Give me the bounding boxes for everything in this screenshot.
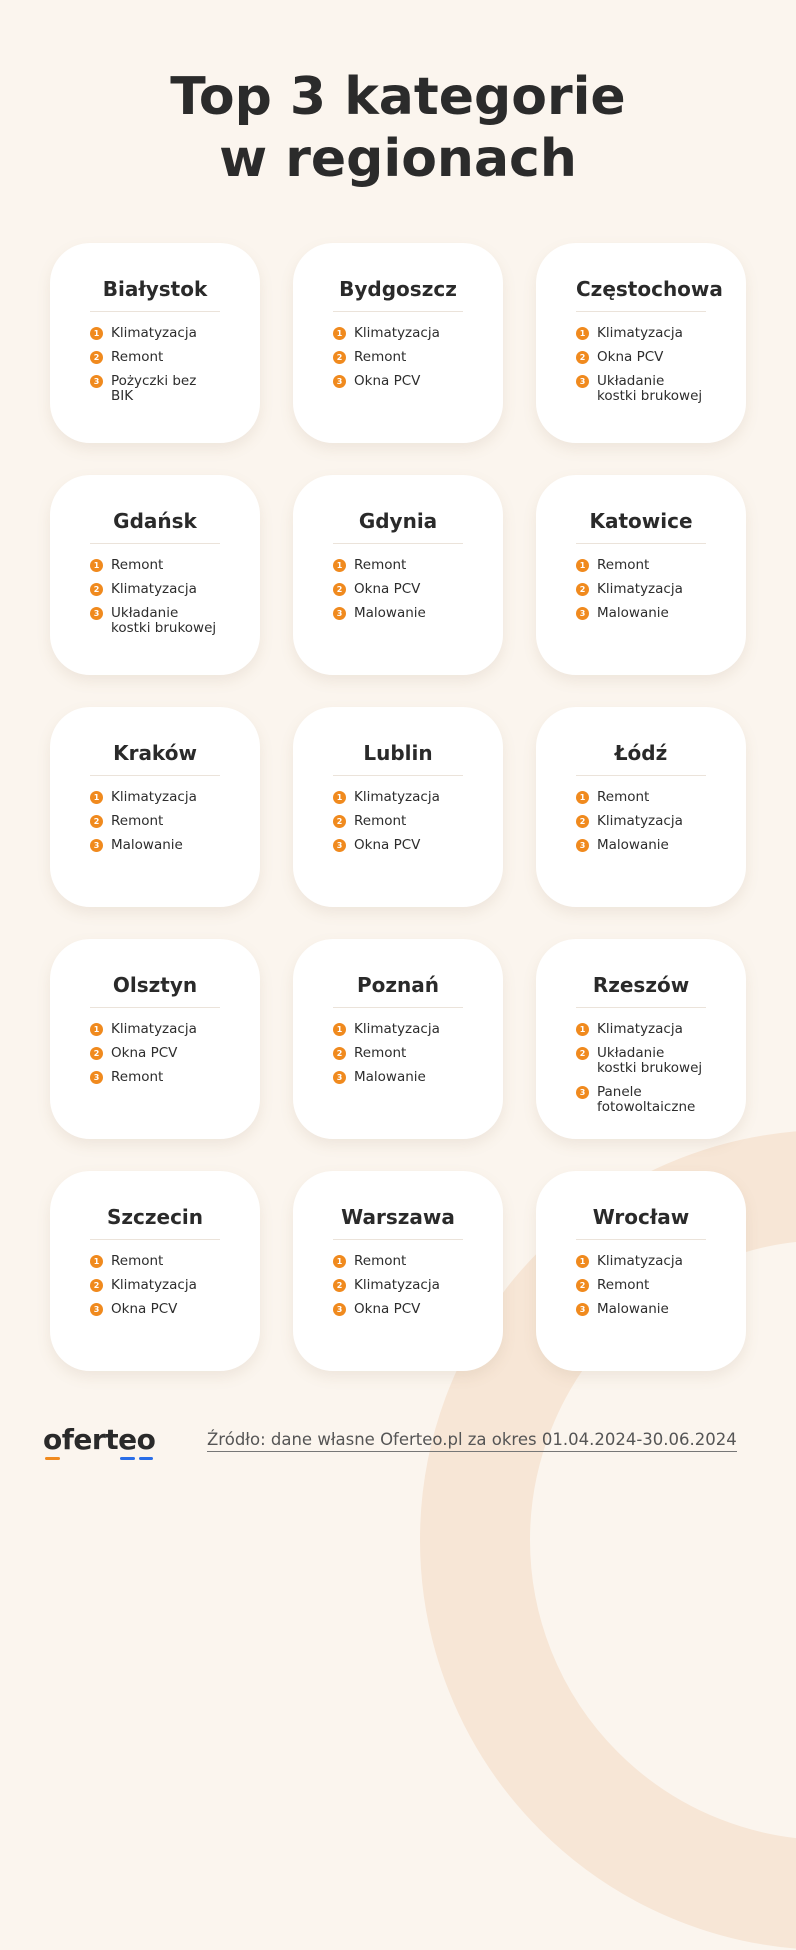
category-label: Remont [111,813,164,829]
category-list [576,790,706,853]
category-label: Układanie kostki brukowej [597,1045,703,1076]
rank-badge-icon: 1 [576,327,589,340]
rank-badge-icon: 1 [90,1023,103,1036]
region-card [536,475,746,675]
category-item [90,1046,220,1061]
category-label: Klimatyzacja [597,813,683,829]
rank-badge-icon: 2 [90,1047,103,1060]
category-item [333,1254,463,1269]
category-label: Remont [354,1045,407,1061]
category-label: Klimatyzacja [597,581,683,597]
category-list [333,326,463,389]
category-item [333,790,463,805]
region-card [50,475,260,675]
category-label: Klimatyzacja [111,1277,197,1293]
category-list [576,558,706,621]
rank-badge-icon: 3 [90,839,103,852]
rank-badge-icon: 1 [333,1023,346,1036]
category-item [576,1254,706,1269]
region-card [293,243,503,443]
region-card [293,1171,503,1371]
region-card [50,243,260,443]
category-label: Klimatyzacja [111,325,197,341]
rank-badge-icon: 3 [90,607,103,620]
rank-badge-icon: 2 [333,583,346,596]
category-label: Klimatyzacja [354,789,440,805]
rank-badge-icon: 1 [90,559,103,572]
region-city-name: Gdynia [333,509,463,544]
rank-badge-icon: 2 [576,815,589,828]
rank-badge-icon: 1 [90,791,103,804]
region-city-name: Łódź [576,741,706,776]
category-item [576,582,706,597]
category-list [90,326,220,404]
category-label: Okna PCV [597,349,664,365]
category-item [576,814,706,829]
rank-badge-icon: 1 [333,791,346,804]
category-label: Układanie kostki brukowej [597,373,703,404]
category-item [333,814,463,829]
category-label: Pożyczki bez BIK [111,373,197,404]
category-item [90,582,220,597]
region-card [536,1171,746,1371]
category-item [576,790,706,805]
category-item [333,606,463,621]
rank-badge-icon: 2 [90,815,103,828]
category-item [333,558,463,573]
category-item [333,582,463,597]
category-item [90,1278,220,1293]
rank-badge-icon: 2 [576,351,589,364]
category-item [333,350,463,365]
region-card [293,475,503,675]
rank-badge-icon: 2 [576,583,589,596]
rank-badge-icon: 1 [576,1023,589,1036]
category-item [576,374,706,404]
rank-badge-icon: 1 [576,1255,589,1268]
page-title [0,66,796,190]
category-list [333,558,463,621]
rank-badge-icon: 3 [333,839,346,852]
category-item [333,1022,463,1037]
rank-badge-icon: 2 [90,1279,103,1292]
category-label: Klimatyzacja [597,1021,683,1037]
category-label: Remont [597,557,650,573]
region-card [50,707,260,907]
category-label: Remont [597,1277,650,1293]
rank-badge-icon: 2 [90,351,103,364]
category-label: Remont [111,557,164,573]
category-list [576,1254,706,1317]
category-label: Remont [354,557,407,573]
region-city-name: Poznań [333,973,463,1008]
region-card [536,243,746,443]
category-item [90,374,220,404]
region-city-name: Kraków [90,741,220,776]
category-item [90,1254,220,1269]
rank-badge-icon: 3 [90,375,103,388]
category-label: Klimatyzacja [354,1021,440,1037]
rank-badge-icon: 3 [90,1071,103,1084]
rank-badge-icon: 3 [576,375,589,388]
category-label: Okna PCV [111,1301,178,1317]
region-city-name: Lublin [333,741,463,776]
rank-badge-icon: 1 [333,559,346,572]
rank-badge-icon: 3 [576,1303,589,1316]
category-item [90,1302,220,1317]
rank-badge-icon: 3 [90,1303,103,1316]
category-item [576,1046,706,1076]
category-label: Panele fotowoltaiczne [597,1084,696,1115]
category-label: Malowanie [597,837,669,853]
category-list [90,790,220,853]
rank-badge-icon: 1 [333,1255,346,1268]
category-label: Okna PCV [354,1301,421,1317]
region-city-name: Rzeszów [576,973,706,1008]
region-city-name: Warszawa [333,1205,463,1240]
title-line-1: Top 3 kategorie [170,67,626,127]
category-item [90,326,220,341]
rank-badge-icon: 2 [333,815,346,828]
category-item [90,350,220,365]
rank-badge-icon: 2 [90,583,103,596]
category-label: Klimatyzacja [111,1021,197,1037]
category-label: Remont [111,1253,164,1269]
rank-badge-icon: 1 [90,1255,103,1268]
category-label: Remont [354,1253,407,1269]
region-city-name: Olsztyn [90,973,220,1008]
rank-badge-icon: 1 [90,327,103,340]
category-item [576,1278,706,1293]
category-item [333,1046,463,1061]
rank-badge-icon: 2 [333,1279,346,1292]
category-label: Remont [111,349,164,365]
source-note: Źródło: dane własne Oferteo.pl za okres 01.04.2024-30.06.2024 [207,1430,737,1452]
rank-badge-icon: 1 [576,791,589,804]
category-label: Malowanie [111,837,183,853]
category-item [576,1085,706,1115]
category-list [90,558,220,636]
category-item [90,558,220,573]
category-label: Układanie kostki brukowej [111,605,217,636]
category-label: Malowanie [597,1301,669,1317]
category-list [333,1022,463,1085]
category-item [576,838,706,853]
category-label: Okna PCV [111,1045,178,1061]
rank-badge-icon: 1 [333,327,346,340]
rank-badge-icon: 1 [576,559,589,572]
region-card [50,1171,260,1371]
region-city-name: Wrocław [576,1205,706,1240]
category-list [576,1022,706,1115]
category-label: Malowanie [597,605,669,621]
rank-badge-icon: 3 [576,1086,589,1099]
category-list [576,326,706,404]
category-item [333,1302,463,1317]
category-label: Klimatyzacja [354,1277,440,1293]
category-label: Okna PCV [354,581,421,597]
category-item [90,814,220,829]
rank-badge-icon: 2 [576,1047,589,1060]
category-item [576,1022,706,1037]
rank-badge-icon: 3 [333,607,346,620]
category-label: Klimatyzacja [354,325,440,341]
category-list [333,1254,463,1317]
category-label: Klimatyzacja [111,789,197,805]
category-label: Remont [354,349,407,365]
category-label: Klimatyzacja [597,1253,683,1269]
category-label: Klimatyzacja [111,581,197,597]
region-city-name: Szczecin [90,1205,220,1240]
category-item [576,326,706,341]
rank-badge-icon: 2 [333,1047,346,1060]
region-city-name: Częstochowa [576,277,706,312]
category-label: Malowanie [354,1069,426,1085]
rank-badge-icon: 3 [576,607,589,620]
title-line-2: w regionach [219,129,577,189]
region-cards-grid [50,243,746,1371]
rank-badge-icon: 3 [333,375,346,388]
rank-badge-icon: 2 [333,351,346,364]
category-item [90,1022,220,1037]
category-item [90,606,220,636]
category-list [333,790,463,853]
category-item [576,558,706,573]
category-list [90,1022,220,1085]
region-card [536,707,746,907]
category-item [333,326,463,341]
region-city-name: Gdańsk [90,509,220,544]
rank-badge-icon: 3 [333,1071,346,1084]
category-item [90,790,220,805]
region-card [293,707,503,907]
category-label: Remont [354,813,407,829]
category-item [576,1302,706,1317]
category-label: Remont [111,1069,164,1085]
rank-badge-icon: 3 [576,839,589,852]
category-label: Okna PCV [354,837,421,853]
category-item [333,374,463,389]
category-item [90,1070,220,1085]
rank-badge-icon: 3 [333,1303,346,1316]
category-item [90,838,220,853]
region-city-name: Bydgoszcz [333,277,463,312]
category-label: Klimatyzacja [597,325,683,341]
category-item [576,350,706,365]
category-label: Malowanie [354,605,426,621]
category-list [90,1254,220,1317]
region-city-name: Białystok [90,277,220,312]
category-label: Remont [597,789,650,805]
region-card [50,939,260,1139]
region-card [293,939,503,1139]
category-item [333,1278,463,1293]
region-city-name: Katowice [576,509,706,544]
category-item [576,606,706,621]
oferteo-logo[interactable]: oferteo [43,1423,156,1456]
region-card [536,939,746,1139]
category-item [333,1070,463,1085]
category-label: Okna PCV [354,373,421,389]
category-item [333,838,463,853]
rank-badge-icon: 2 [576,1279,589,1292]
